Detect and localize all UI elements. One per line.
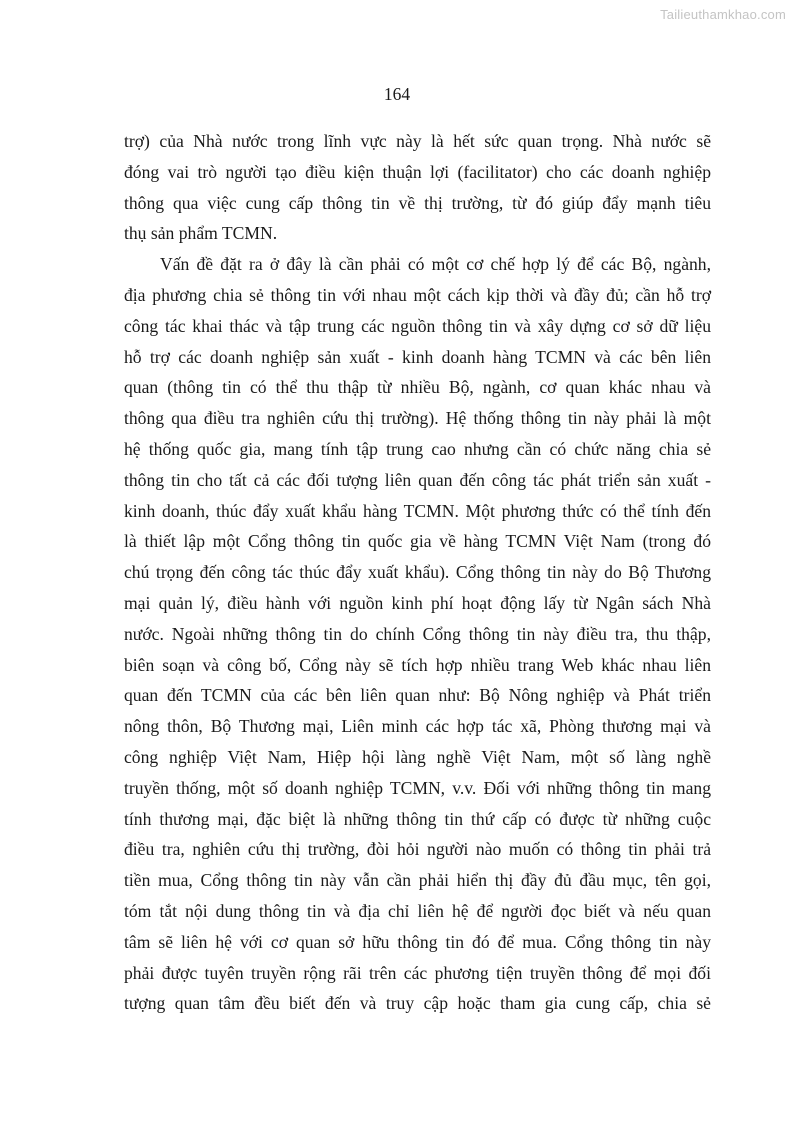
text-line: Vấn đề đặt ra ở đây là cần phải có một cơ chế hợp lý để các Bộ, ngành, <box>160 254 711 275</box>
text-line: phải được tuyên truyền rộng rãi trên các phương tiện truyền thông để mọi đối <box>124 962 711 983</box>
text-line: truyền thống, một số doanh nghiệp TCMN, v.v. Đối với những thông tin mang <box>124 777 711 798</box>
text-line: tiền mua, Cổng thông tin này vẫn cần phải hiển thị đầy đủ đầu mục, tên gọi, <box>124 870 711 891</box>
text-line: mại quản lý, điều hành với nguồn kinh phí hoạt động lấy từ Ngân sách Nhà <box>124 592 711 613</box>
text-line: công tác khai thác và tập trung các nguồn thông tin và xây dựng cơ sở dữ liệu <box>124 315 711 336</box>
text-line: hệ thống quốc gia, mang tính tập trung cao nhưng cần có chức năng chia sẻ <box>124 438 711 459</box>
text-line: nông thôn, Bộ Thương mại, Liên minh các hợp tác xã, Phòng thương mại và <box>124 716 711 737</box>
paragraph-2 <box>124 249 711 1019</box>
text-line: thông qua việc cung cấp thông tin về thị trường, từ đó giúp đẩy mạnh tiêu <box>124 192 711 213</box>
text-line: kinh doanh, thúc đẩy xuất khẩu hàng TCMN. Một phương thức có thể tính đến <box>124 500 711 521</box>
text-line: đóng vai trò người tạo điều kiện thuận lợi (facilitator) cho các doanh nghiệp <box>124 161 711 182</box>
text-line: quan (thông tin có thể thu thập từ nhiều Bộ, ngành, cơ quan khác nhau và <box>124 377 711 398</box>
text-line: nước. Ngoài những thông tin do chính Cổng thông tin này điều tra, thu thập, <box>124 623 711 644</box>
text-line: tượng quan tâm đều biết đến và truy cập hoặc tham gia cung cấp, chia sẻ <box>124 993 711 1014</box>
paragraph-1 <box>124 126 711 249</box>
watermark-text: Tailieuthamkhao.com <box>660 7 786 22</box>
text-line: thông tin cho tất cả các đối tượng liên quan đến công tác phát triển sản xuất - <box>124 469 711 490</box>
text-line: địa phương chia sẻ thông tin với nhau một cách kịp thời và đầy đủ; cần hỗ trợ <box>124 284 711 305</box>
page-number: 164 <box>383 84 411 104</box>
text-line: biên soạn và công bố, Cổng này sẽ tích hợp nhiều trang Web khác nhau liên <box>124 654 711 675</box>
text-line: điều tra, nghiên cứu thị trường, đòi hỏi người nào muốn có thông tin phải trả <box>124 839 711 860</box>
text-line: thông qua điều tra nghiên cứu thị trường). Hệ thống thông tin này phải là một <box>124 408 711 429</box>
text-line: chú trọng đến công tác thúc đẩy xuất khẩu). Cổng thông tin này do Bộ Thương <box>124 562 711 583</box>
text-line: thụ sản phẩm TCMN. <box>124 223 278 244</box>
text-line: trợ) của Nhà nước trong lĩnh vực này là hết sức quan trọng. Nhà nước sẽ <box>124 131 711 151</box>
text-line: hỗ trợ các doanh nghiệp sản xuất - kinh doanh hàng TCMN và các bên liên <box>124 346 711 367</box>
text-line: là thiết lập một Cổng thông tin quốc gia về hàng TCMN Việt Nam (trong đó <box>124 531 711 552</box>
text-line: công nghiệp Việt Nam, Hiệp hội làng nghề Việt Nam, một số làng nghề <box>124 746 711 767</box>
text-line: tính thương mại, đặc biệt là những thông tin thứ cấp có được từ những cuộc <box>124 808 711 829</box>
text-line: tóm tắt nội dung thông tin và địa chỉ liên hệ để người đọc biết và nếu quan <box>124 900 711 921</box>
text-line: quan đến TCMN của các bên liên quan như: Bộ Nông nghiệp và Phát triển <box>124 685 711 706</box>
body-text <box>124 126 711 1019</box>
text-line: tâm sẽ liên hệ với cơ quan sở hữu thông tin đó để mua. Cổng thông tin này <box>124 931 711 952</box>
